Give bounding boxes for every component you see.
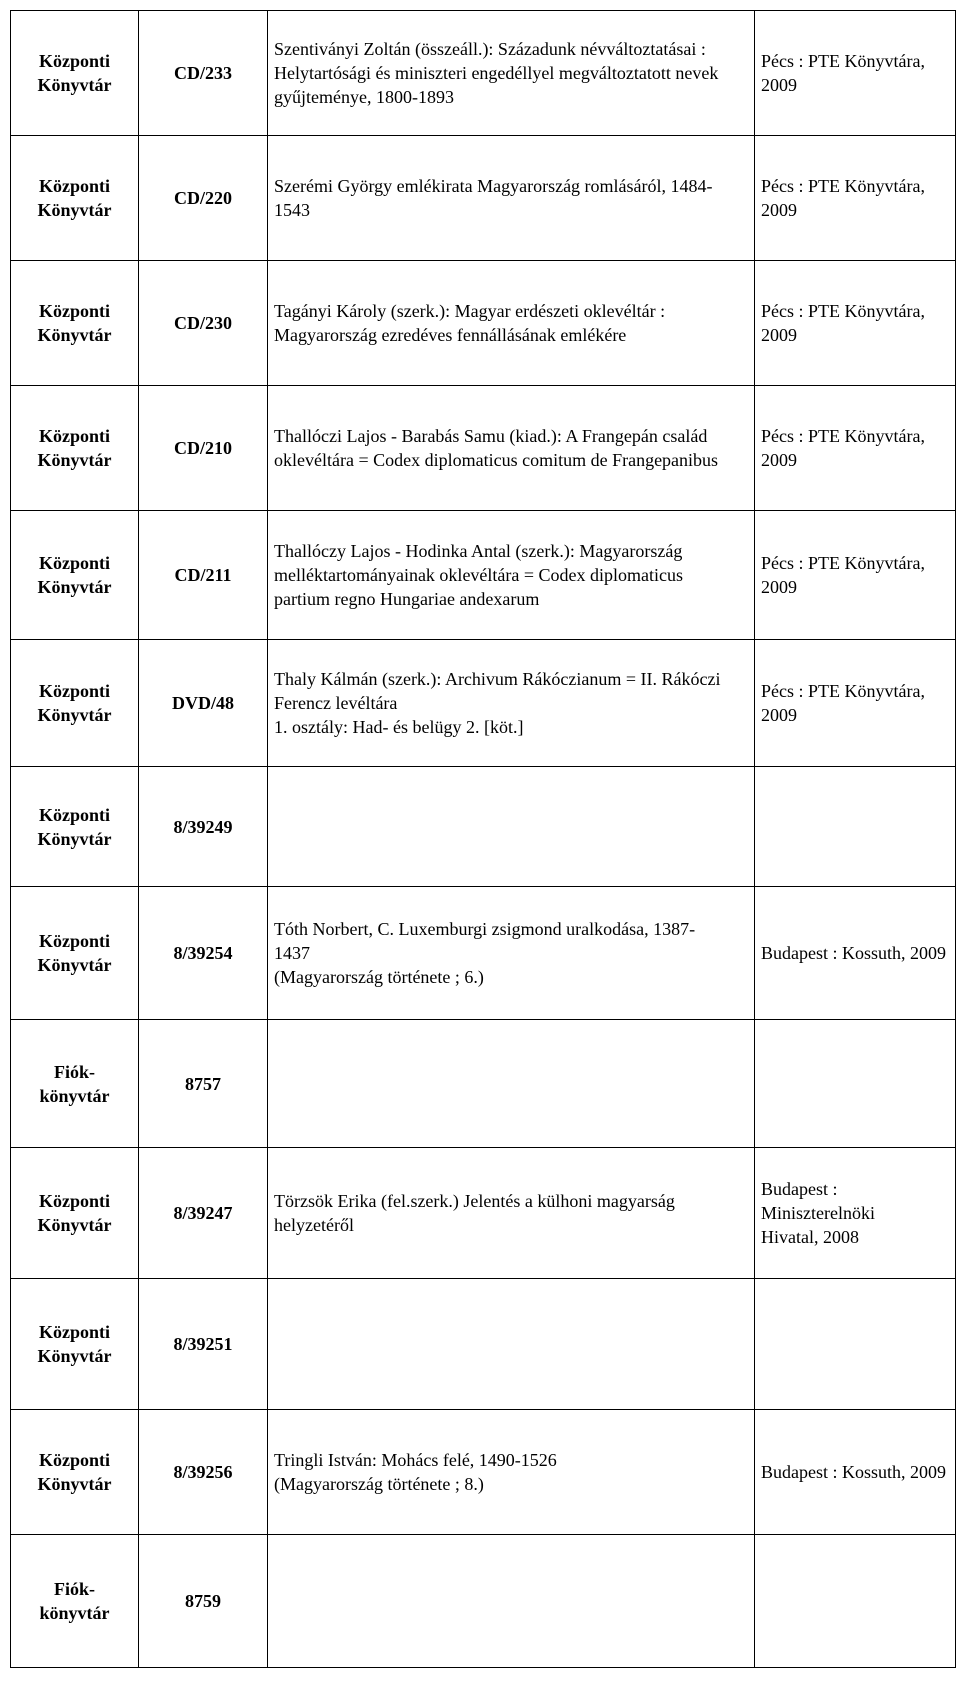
publisher-cell: [755, 136, 956, 261]
table-row: [11, 511, 956, 640]
publisher-cell: [755, 1535, 956, 1668]
library-name: Központi: [38, 301, 110, 321]
title-cell: [268, 511, 755, 640]
signature-cell: CD/230: [139, 261, 268, 386]
table-row: [11, 1020, 956, 1148]
library-cell: [11, 511, 139, 640]
library-name: Fiók-: [53, 1061, 95, 1082]
title-cell: [268, 1148, 755, 1279]
title-line: (Magyarország története ; 6.): [274, 967, 484, 987]
signature-cell: 8759: [139, 1535, 268, 1668]
library-cell: [11, 386, 139, 511]
publisher-line: Hivatal, 2008: [761, 1227, 859, 1247]
title-line: 1. osztály: Had- és belügy 2. [köt.]: [274, 717, 524, 737]
publisher-cell: [755, 261, 956, 386]
library-name: Központi: [38, 553, 110, 573]
title-line: Szentiványi Zoltán (összeáll.): Századunk névváltoztatásai :: [274, 39, 706, 59]
table-row: [11, 1148, 956, 1279]
title-cell: [268, 887, 755, 1020]
library-name: Fiók-: [53, 1579, 95, 1599]
title-cell: [268, 136, 755, 261]
title-line: partium regno Hungariae andexarum: [274, 589, 540, 609]
library-cell: [11, 136, 139, 261]
publisher-cell: [755, 767, 956, 887]
table-row: [11, 261, 956, 386]
publisher-line: Pécs : PTE Könyvtára,: [761, 681, 925, 701]
publisher-line: Pécs : PTE Könyvtára,: [761, 553, 925, 573]
publisher-line: Pécs : PTE Könyvtára,: [761, 426, 925, 446]
library-name: Központi: [38, 51, 110, 71]
library-name: Könyvtár: [37, 1474, 112, 1494]
publisher-cell: [755, 386, 956, 511]
signature-cell: 8757: [139, 1020, 268, 1148]
title-line: Thallóczi Lajos - Barabás Samu (kiad.): A Frangepán család: [274, 426, 708, 446]
title-line: oklevéltára = Codex diplomaticus comitum de Frangepanibus: [274, 450, 719, 470]
library-name: Könyvtár: [37, 200, 112, 220]
publisher-line: Budapest : Miniszterelnöki: [761, 1179, 875, 1223]
library-name: Könyvtár: [37, 828, 112, 849]
publisher-cell: [755, 1279, 956, 1410]
title-line: Törzsök Erika (fel.szerk.) Jelentés a külhoni magyarság: [274, 1191, 675, 1211]
library-name: Központi: [38, 681, 110, 701]
title-line: Thallóczy Lajos - Hodinka Antal (szerk.): Magyarország: [274, 541, 683, 561]
publisher-line: Pécs : PTE Könyvtára,: [761, 51, 925, 71]
signature-cell: CD/220: [139, 136, 268, 261]
table-row: [11, 767, 956, 887]
title-cell: [268, 386, 755, 511]
library-name: Központi: [38, 1322, 110, 1342]
table-row: [11, 640, 956, 767]
library-cell: [11, 1410, 139, 1535]
title-line: Ferencz levéltára: [274, 693, 398, 713]
publisher-line: 2009: [761, 325, 797, 345]
library-name: Központi: [38, 176, 110, 196]
publisher-cell: [755, 640, 956, 767]
publisher-line: 2009: [761, 705, 797, 725]
table-row: [11, 386, 956, 511]
title-line: Tringli István: Mohács felé, 1490-1526: [274, 1450, 557, 1470]
library-name: Központi: [38, 931, 110, 951]
library-name: Könyvtár: [37, 75, 112, 95]
title-line: Tóth Norbert, C. Luxemburgi zsigmond uralkodása, 1387-: [274, 919, 696, 939]
title-line: melléktartományainak oklevéltára = Codex diplomaticus: [274, 565, 684, 585]
library-cell: [11, 1535, 139, 1668]
table-row: [11, 11, 956, 136]
publisher-line: 2009: [761, 75, 797, 95]
library-cell: [11, 261, 139, 386]
title-line: helyzetéről: [274, 1215, 354, 1235]
library-name: Könyvtár: [37, 1346, 112, 1366]
library-cell: [11, 1279, 139, 1410]
signature-cell: DVD/48: [139, 640, 268, 767]
publisher-cell: [755, 1410, 956, 1535]
library-cell: [11, 1020, 139, 1148]
library-name: Központi: [38, 804, 110, 825]
publisher-line: 2009: [761, 200, 797, 220]
publisher-cell: [755, 511, 956, 640]
title-line: 1437: [274, 943, 310, 963]
library-cell: [11, 11, 139, 136]
publisher-line: 2009: [761, 577, 797, 597]
library-cell: [11, 767, 139, 887]
table-row: [11, 136, 956, 261]
signature-cell: 8/39254: [139, 887, 268, 1020]
publisher-line: 2009: [761, 450, 797, 470]
title-cell: [268, 1020, 755, 1148]
library-name: Könyvtár: [37, 955, 112, 975]
title-cell: [268, 1410, 755, 1535]
signature-cell: CD/211: [139, 511, 268, 640]
signature-cell: 8/39251: [139, 1279, 268, 1410]
title-line: (Magyarország története ; 8.): [274, 1474, 484, 1494]
library-name: Könyvtár: [37, 1215, 112, 1235]
title-cell: [268, 1279, 755, 1410]
publisher-cell: [755, 1020, 956, 1148]
library-name: Központi: [38, 1191, 110, 1211]
library-name: Könyvtár: [37, 450, 112, 470]
signature-cell: CD/233: [139, 11, 268, 136]
table-row: [11, 887, 956, 1020]
table-row: [11, 1535, 956, 1668]
title-line: gyűjteménye, 1800-1893: [274, 87, 454, 107]
title-cell: [268, 640, 755, 767]
table-row: [11, 1410, 956, 1535]
library-cell: [11, 1148, 139, 1279]
library-name: Központi: [38, 426, 110, 446]
publisher-line: Budapest : Kossuth, 2009: [761, 1462, 947, 1482]
title-cell: [268, 1535, 755, 1668]
title-cell: [268, 261, 755, 386]
library-name: Könyvtár: [37, 325, 112, 345]
library-name: könyvtár: [39, 1085, 110, 1106]
title-cell: [268, 767, 755, 887]
publisher-cell: [755, 11, 956, 136]
title-cell: [268, 11, 755, 136]
publisher-line: Pécs : PTE Könyvtára,: [761, 301, 925, 321]
publisher-cell: [755, 1148, 956, 1279]
signature-cell: 8/39249: [139, 767, 268, 887]
title-line: Tagányi Károly (szerk.): Magyar erdészeti oklevéltár :: [274, 301, 666, 321]
title-line: 1543: [274, 200, 310, 220]
library-name: Könyvtár: [37, 705, 112, 725]
signature-cell: CD/210: [139, 386, 268, 511]
library-name: könyvtár: [39, 1603, 110, 1623]
catalog-table: [10, 10, 956, 1668]
title-line: Helytartósági és miniszteri engedéllyel megváltoztatott nevek: [274, 63, 719, 83]
library-name: Központi: [38, 1450, 110, 1470]
library-name: Könyvtár: [37, 577, 112, 597]
publisher-line: Budapest : Kossuth, 2009: [761, 943, 947, 963]
signature-cell: 8/39256: [139, 1410, 268, 1535]
signature-cell: 8/39247: [139, 1148, 268, 1279]
title-line: Thaly Kálmán (szerk.): Archivum Rákóczianum = II. Rákóczi: [274, 669, 721, 689]
library-cell: [11, 887, 139, 1020]
title-line: Magyarország ezredéves fennállásának emlékére: [274, 325, 627, 345]
publisher-cell: [755, 887, 956, 1020]
library-cell: [11, 640, 139, 767]
title-line: Szerémi György emlékirata Magyarország romlásáról, 1484-: [274, 176, 713, 196]
table-row: [11, 1279, 956, 1410]
publisher-line: Pécs : PTE Könyvtára,: [761, 176, 925, 196]
